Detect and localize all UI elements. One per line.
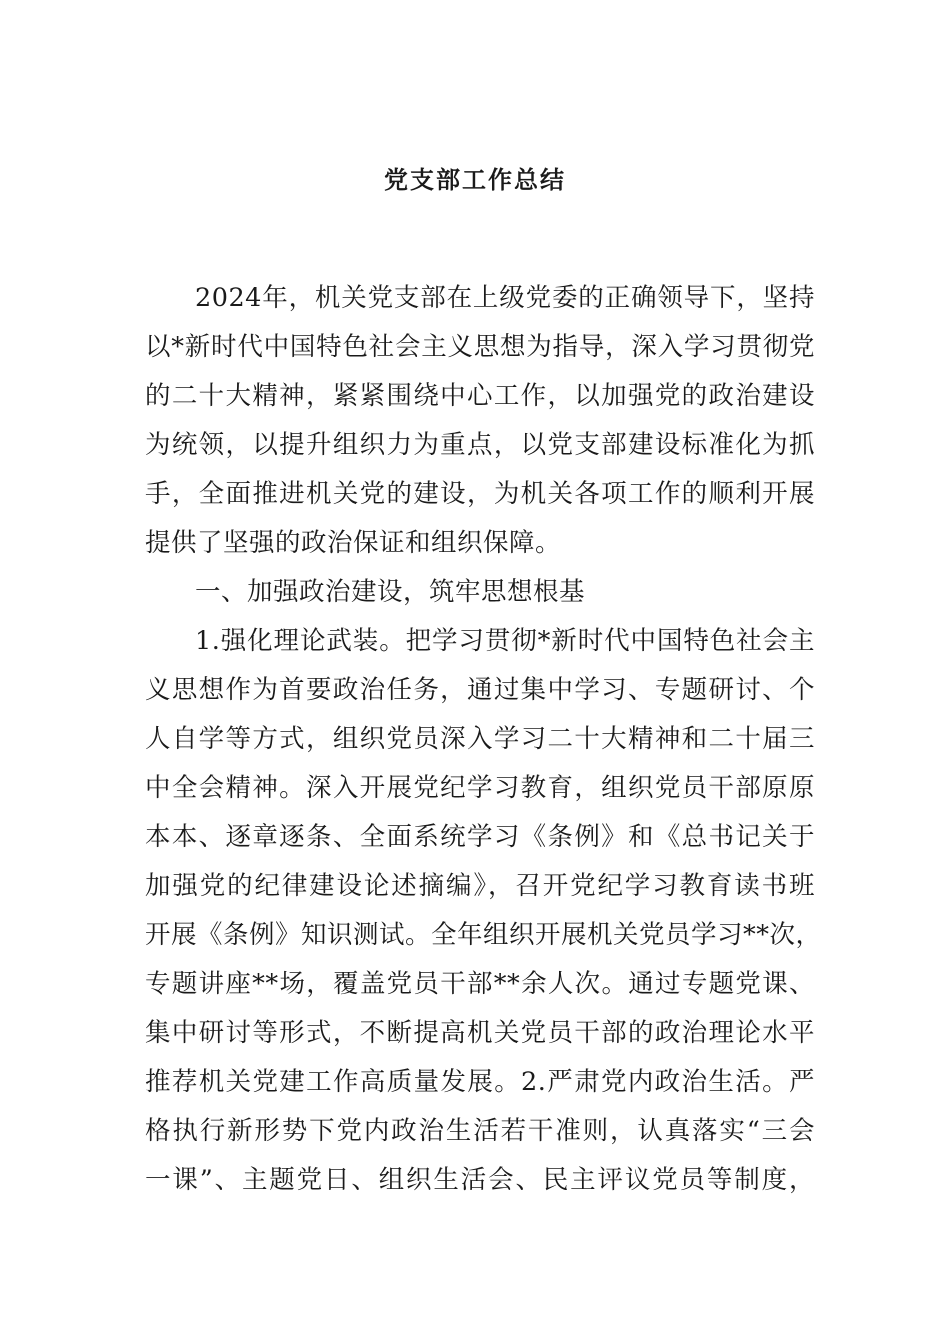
body-line: 2024年，机关党支部在上级党委的正确领导下，坚持 xyxy=(195,283,815,313)
body-line: 的二十大精神，紧紧围绕中心工作，以加强党的政治建设 xyxy=(145,381,815,411)
body-line: 以*新时代中国特色社会主义思想为指导，深入学习贯彻党 xyxy=(145,332,815,362)
body-line: 一课”、主题党日、组织生活会、民主评议党员等制度， xyxy=(145,1165,815,1195)
section-heading: 一、加强政治建设，筑牢思想根基 xyxy=(195,577,586,607)
body-line: 本本、逐章逐条、全面系统学习《条例》和《总书记关于 xyxy=(145,822,815,852)
body-line: 专题讲座**场，覆盖党员干部**余人次。通过专题党课、 xyxy=(145,969,815,999)
body-line: 提供了坚强的政治保证和组织保障。 xyxy=(145,528,562,558)
body-line: 推荐机关党建工作高质量发展。2.严肃党内政治生活。严 xyxy=(145,1067,815,1097)
body-line: 手，全面推进机关党的建设，为机关各项工作的顺利开展 xyxy=(145,479,815,509)
document-title: 党支部工作总结 xyxy=(384,165,566,194)
body-line: 格执行新形势下党内政治生活若干准则，认真落实“三会 xyxy=(145,1116,815,1146)
body-line: 人自学等方式，组织党员深入学习二十大精神和二十届三 xyxy=(145,724,815,754)
body-line: 义思想作为首要政治任务，通过集中学习、专题研讨、个 xyxy=(145,675,815,705)
body-line: 为统领，以提升组织力为重点，以党支部建设标准化为抓 xyxy=(145,430,815,460)
document-body xyxy=(145,274,822,1205)
body-line: 开展《条例》知识测试。全年组织开展机关党员学习**次， xyxy=(145,920,822,950)
body-line: 中全会精神。深入开展党纪学习教育，组织党员干部原原 xyxy=(145,773,815,803)
body-line: 1.强化理论武装。把学习贯彻*新时代中国特色社会主 xyxy=(195,626,815,656)
body-line: 加强党的纪律建设论述摘编》，召开党纪学习教育读书班 xyxy=(145,871,815,901)
body-line: 集中研讨等形式，不断提高机关党员干部的政治理论水平 xyxy=(145,1018,815,1048)
